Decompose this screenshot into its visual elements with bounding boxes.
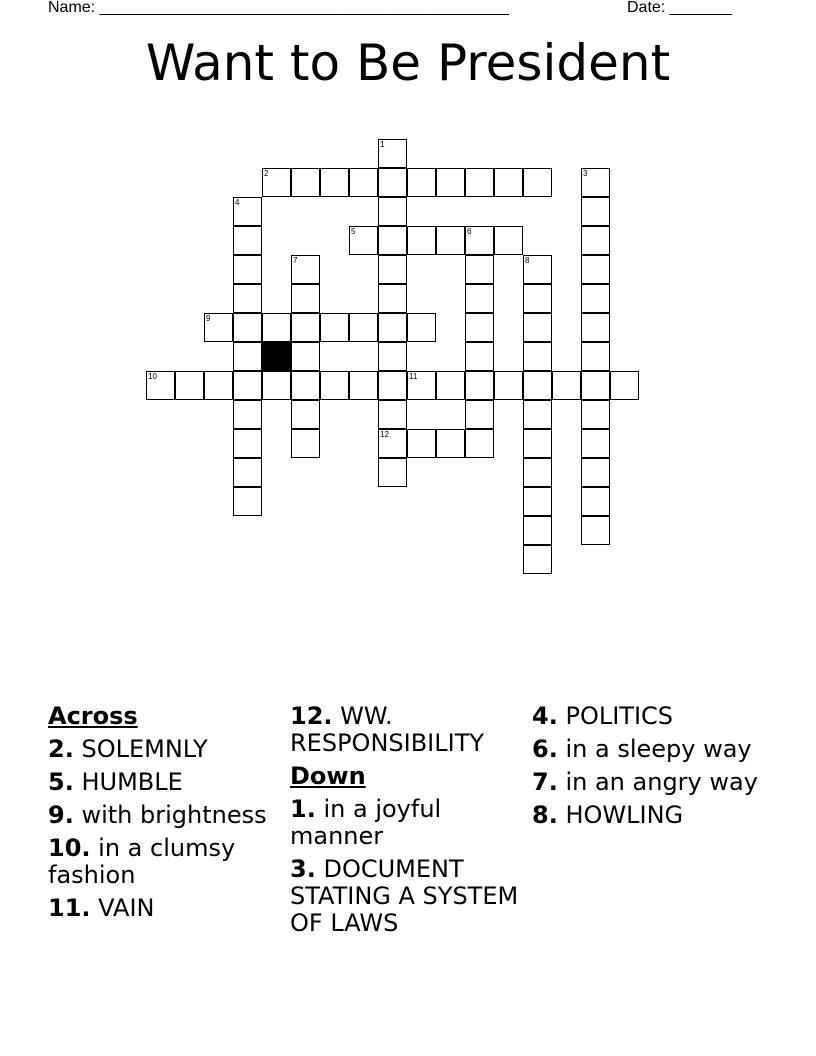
grid-cell[interactable] <box>465 313 494 342</box>
grid-cell[interactable] <box>233 284 262 313</box>
grid-cell[interactable] <box>320 313 349 342</box>
name-line: Name: ______________________________________________ <box>48 0 509 16</box>
grid-cell[interactable] <box>523 342 552 371</box>
grid-cell[interactable] <box>436 429 465 458</box>
clues-column-3 <box>532 703 764 835</box>
clue-text: WW. RESPONSIBILITY <box>290 702 485 757</box>
clue-text: with brightness <box>81 801 267 829</box>
clue-across-9 <box>48 802 280 829</box>
grid-cell[interactable] <box>494 168 523 197</box>
grid-cell[interactable] <box>378 342 407 371</box>
clue-down-4 <box>532 703 764 730</box>
grid-cell[interactable] <box>378 226 407 255</box>
clue-number: 5. <box>48 768 74 796</box>
clue-number: 3. <box>290 855 316 883</box>
grid-cell[interactable] <box>291 284 320 313</box>
grid-cell[interactable] <box>523 545 552 574</box>
grid-cell[interactable] <box>581 313 610 342</box>
grid-cell[interactable] <box>407 429 436 458</box>
grid-cell[interactable] <box>233 371 262 400</box>
grid-cell[interactable] <box>291 429 320 458</box>
grid-cell[interactable] <box>291 371 320 400</box>
clue-number: 9. <box>48 801 74 829</box>
grid-cell[interactable] <box>378 197 407 226</box>
puzzle-title: Want to Be President <box>145 34 671 92</box>
clue-text: DOCUMENT STATING A SYSTEM OF LAWS <box>290 855 519 937</box>
grid-number: 3 <box>583 169 588 178</box>
grid-number: 5 <box>351 227 356 236</box>
clue-down-7 <box>532 769 764 796</box>
grid-cell[interactable] <box>291 342 320 371</box>
grid-cell[interactable] <box>465 284 494 313</box>
clue-text: POLITICS <box>565 702 674 730</box>
grid-cell[interactable] <box>436 168 465 197</box>
grid-cell[interactable] <box>581 342 610 371</box>
clue-number: 11. <box>48 894 91 922</box>
grid-cell[interactable] <box>581 429 610 458</box>
grid-cell[interactable] <box>349 168 378 197</box>
grid-cell[interactable] <box>291 313 320 342</box>
clue-number: 12. <box>290 702 333 730</box>
clue-text: SOLEMNLY <box>81 735 208 763</box>
grid-number: 12 <box>380 430 389 439</box>
grid-cell[interactable] <box>581 487 610 516</box>
clue-down-1 <box>290 796 522 850</box>
grid-cell[interactable] <box>552 371 581 400</box>
grid-cell[interactable] <box>262 313 291 342</box>
grid-cell[interactable] <box>291 400 320 429</box>
clue-number: 10. <box>48 834 91 862</box>
grid-cell[interactable] <box>233 458 262 487</box>
grid-cell[interactable] <box>233 226 262 255</box>
black-square <box>262 342 291 371</box>
grid-cell[interactable] <box>523 516 552 545</box>
grid-cell[interactable] <box>233 255 262 284</box>
grid-cell[interactable] <box>581 400 610 429</box>
clue-text: in a sleepy way <box>565 735 752 763</box>
grid-cell[interactable] <box>349 313 378 342</box>
grid-cell[interactable] <box>523 168 552 197</box>
clue-number: 1. <box>290 795 316 823</box>
clue-down-8 <box>532 802 764 829</box>
grid-cell[interactable] <box>610 371 639 400</box>
clue-text: in a joyful manner <box>290 795 442 850</box>
grid-cell[interactable] <box>523 429 552 458</box>
grid-cell[interactable] <box>465 371 494 400</box>
clue-text: HUMBLE <box>81 768 183 796</box>
clue-number: 7. <box>532 768 558 796</box>
clues-column-2 <box>290 703 522 943</box>
grid-cell[interactable] <box>320 168 349 197</box>
down-heading: Down <box>290 762 366 790</box>
grid-cell[interactable] <box>581 284 610 313</box>
grid-cell[interactable] <box>436 226 465 255</box>
grid-cell[interactable] <box>465 342 494 371</box>
grid-cell[interactable] <box>378 458 407 487</box>
grid-cell[interactable] <box>378 400 407 429</box>
grid-cell[interactable] <box>233 429 262 458</box>
grid-cell[interactable] <box>233 313 262 342</box>
grid-cell[interactable] <box>581 197 610 226</box>
grid-number: 2 <box>264 169 269 178</box>
grid-cell[interactable] <box>320 371 349 400</box>
grid-cell[interactable] <box>494 371 523 400</box>
grid-cell[interactable] <box>465 400 494 429</box>
clue-across-10 <box>48 835 280 889</box>
grid-cell[interactable] <box>378 284 407 313</box>
clue-text: in a clumsy fashion <box>48 834 236 889</box>
clue-across-12 <box>290 703 522 757</box>
grid-number: 8 <box>525 256 530 265</box>
grid-cell[interactable] <box>233 342 262 371</box>
grid-cell[interactable] <box>291 168 320 197</box>
grid-number: 1 <box>380 140 385 149</box>
grid-cell[interactable] <box>581 371 610 400</box>
grid-cell[interactable] <box>407 313 436 342</box>
grid-cell[interactable] <box>581 226 610 255</box>
grid-cell[interactable] <box>494 226 523 255</box>
grid-cell[interactable] <box>407 226 436 255</box>
grid-cell[interactable] <box>465 168 494 197</box>
grid-number: 11 <box>409 372 418 381</box>
grid-cell[interactable] <box>581 458 610 487</box>
date-line: Date: _______ <box>627 0 732 16</box>
grid-cell[interactable] <box>349 371 378 400</box>
grid-cell[interactable] <box>523 400 552 429</box>
clue-across-5 <box>48 769 280 796</box>
grid-cell[interactable] <box>465 255 494 284</box>
clues-column-1 <box>48 703 280 928</box>
clue-number: 2. <box>48 735 74 763</box>
clue-down-6 <box>532 736 764 763</box>
grid-number: 6 <box>467 227 472 236</box>
clue-across-2 <box>48 736 280 763</box>
grid-cell[interactable] <box>233 400 262 429</box>
clue-number: 6. <box>532 735 558 763</box>
grid-cell[interactable] <box>407 168 436 197</box>
grid-cell[interactable] <box>465 429 494 458</box>
grid-cell[interactable] <box>523 284 552 313</box>
clue-down-3 <box>290 856 522 937</box>
across-heading: Across <box>48 702 138 730</box>
grid-cell[interactable] <box>581 516 610 545</box>
grid-number: 7 <box>293 256 298 265</box>
grid-cell[interactable] <box>523 313 552 342</box>
grid-cell[interactable] <box>523 371 552 400</box>
grid-cell[interactable] <box>378 168 407 197</box>
grid-cell[interactable] <box>175 371 204 400</box>
grid-number: 4 <box>235 198 240 207</box>
grid-cell[interactable] <box>378 371 407 400</box>
grid-cell[interactable] <box>204 371 233 400</box>
grid-cell[interactable] <box>378 313 407 342</box>
grid-cell[interactable] <box>262 371 291 400</box>
grid-cell[interactable] <box>581 255 610 284</box>
clue-text: HOWLING <box>565 801 684 829</box>
clue-number: 4. <box>532 702 558 730</box>
grid-number: 9 <box>206 314 211 323</box>
clue-text: VAIN <box>98 894 155 922</box>
grid-cell[interactable] <box>378 255 407 284</box>
grid-cell[interactable] <box>523 487 552 516</box>
clue-text: in an angry way <box>565 768 758 796</box>
clue-across-11 <box>48 895 280 922</box>
grid-number: 10 <box>148 372 157 381</box>
grid-cell[interactable] <box>436 371 465 400</box>
clue-number: 8. <box>532 801 558 829</box>
grid-cell[interactable] <box>523 458 552 487</box>
grid-cell[interactable] <box>233 487 262 516</box>
